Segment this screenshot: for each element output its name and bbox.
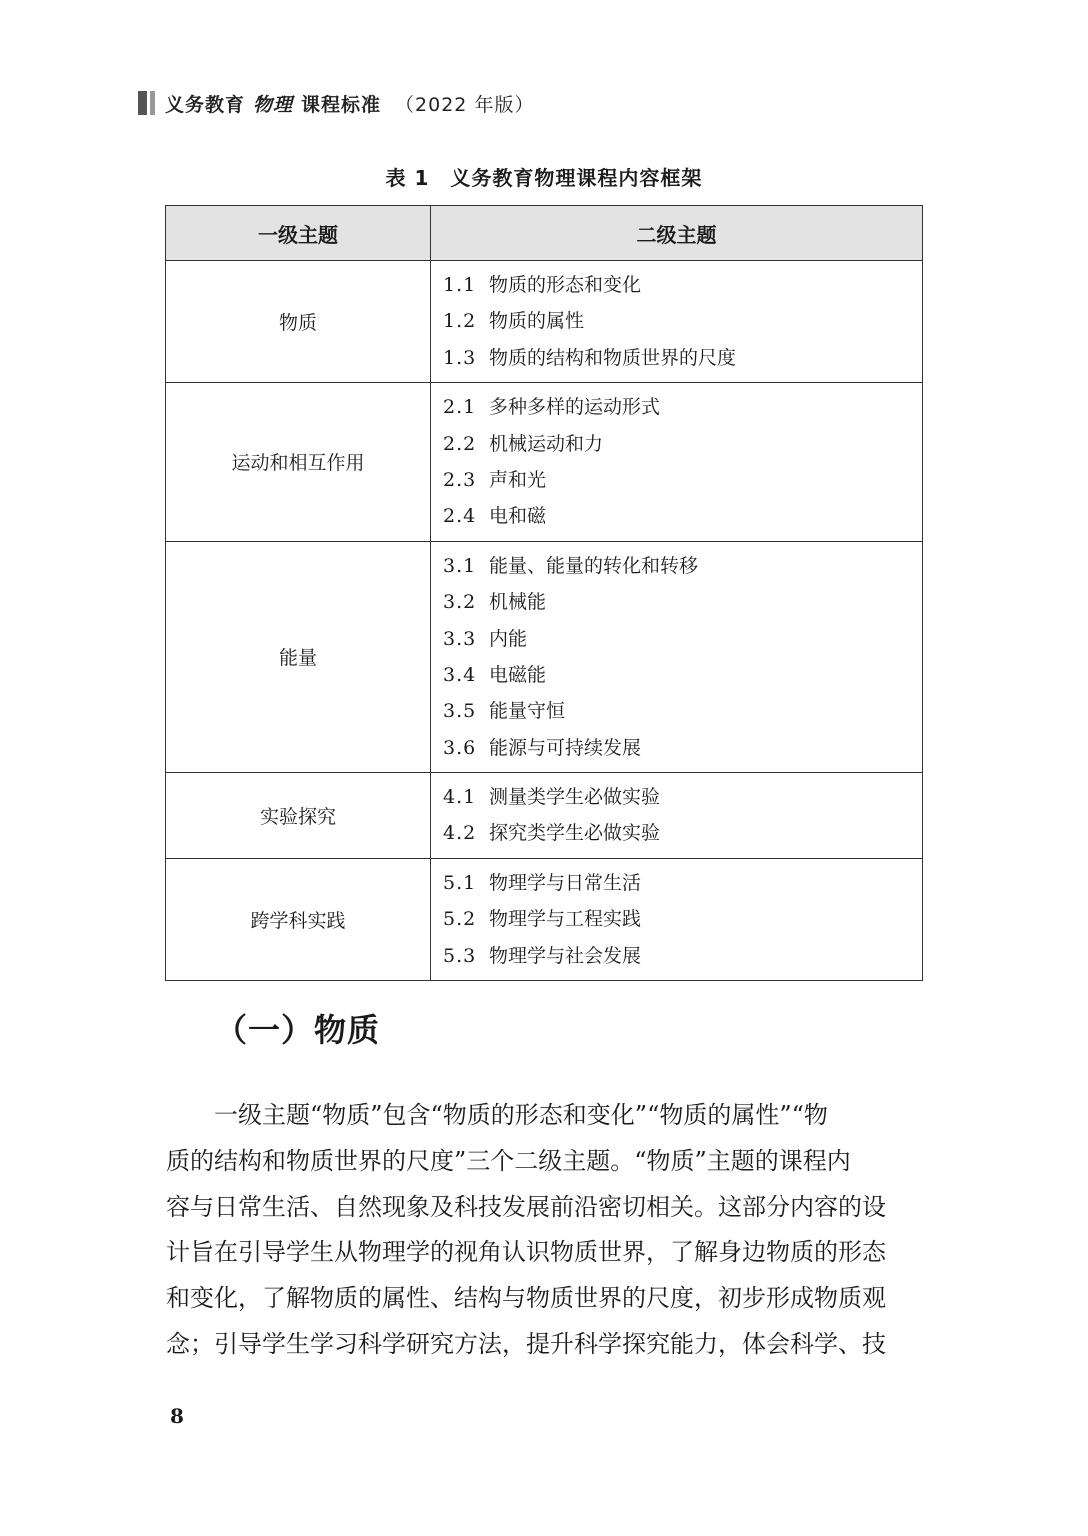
topic-label: 物理学与社会发展 [489,944,642,967]
topic-code: 5.2 [443,908,477,931]
topic-label: 物质的形态和变化 [489,274,642,296]
topic-label: 物理学与日常生活 [489,871,642,894]
topic-label: 电磁能 [489,663,547,686]
page-number: 8 [170,1404,184,1428]
table-caption: 表 1 义务教育物理课程内容框架 [385,166,703,190]
paragraph-line: 念；引导学生学习科学研究方法，提升科学探究能力，体会科学、技 [166,1329,886,1358]
primary-topic-cell: 运动和相互作用 [166,383,431,542]
secondary-topic-cell [431,773,923,859]
topic-code: 4.2 [443,822,477,845]
table-row [166,383,923,542]
secondary-topic-cell [431,541,923,772]
secondary-topic-item [443,779,922,815]
primary-topic-cell: 跨学科实践 [166,858,431,980]
table-row [166,261,923,383]
header-title [165,90,534,117]
running-header [138,88,534,118]
topic-label: 物质的结构和物质世界的尺度 [489,346,737,369]
secondary-topic-item [443,938,922,974]
topic-code: 2.2 [443,432,477,455]
table-row [166,773,923,859]
table-body [166,261,923,981]
secondary-topic-item [443,303,922,339]
header-prefix: 义务教育 [165,93,246,116]
secondary-topic-cell [431,858,923,980]
topic-code: 2.1 [443,396,477,419]
table-row [166,541,923,772]
secondary-topic-item [443,657,922,693]
table-row [166,858,923,980]
secondary-topic-item [443,462,922,498]
topic-code: 5.1 [443,871,477,894]
secondary-topic-item [443,693,922,729]
secondary-topic-item [443,730,922,766]
header-bar-icon [138,91,155,115]
primary-topic-cell: 实验探究 [166,773,431,859]
secondary-topic-item [443,340,922,376]
topic-code: 3.1 [443,554,477,577]
secondary-topic-cell [431,383,923,542]
secondary-topic-item [443,621,922,657]
topic-code: 3.5 [443,700,477,723]
topic-code: 2.4 [443,505,477,528]
secondary-topic-item [443,548,922,584]
primary-topic-cell: 能量 [166,541,431,772]
header-subject: 物理 [253,93,294,116]
topic-code: 4.1 [443,786,477,809]
topic-label: 测量类学生必做实验 [489,786,661,809]
topic-code: 1.1 [443,274,477,296]
secondary-topic-item [443,901,922,937]
header-edition: （2022 年版） [395,93,535,116]
topic-label: 能量、能量的转化和转移 [489,554,699,577]
section-heading: （一）物质 [215,1011,381,1049]
topic-code: 1.3 [443,346,477,369]
topic-code: 3.3 [443,627,477,650]
topic-label: 多种多样的运动形式 [489,396,661,419]
topic-code: 3.6 [443,736,477,759]
topic-label: 内能 [489,627,528,650]
topic-label: 机械运动和力 [489,432,604,455]
primary-topic-cell: 物质 [166,261,431,383]
paragraph-line: 和变化，了解物质的属性、结构与物质世界的尺度，初步形成物质观 [166,1284,886,1313]
topic-label: 物理学与工程实践 [489,908,642,931]
topic-label: 能源与可持续发展 [489,736,642,759]
secondary-topic-item [443,426,922,462]
curriculum-framework-table [165,205,923,981]
secondary-topic-item [443,815,922,851]
topic-code: 5.3 [443,944,477,967]
topic-label: 物质的属性 [489,310,585,333]
header-suffix: 课程标准 [301,93,382,116]
secondary-topic-item [443,865,922,901]
header-bar-dark [138,91,147,115]
topic-label: 机械能 [489,591,547,614]
secondary-topic-cell [431,261,923,383]
secondary-topic-item [443,389,922,425]
paragraph-line: 质的结构和物质世界的尺度”三个二级主题。“物质”主题的课程内 [166,1146,851,1175]
section-body [166,1093,926,1368]
topic-label: 电和磁 [489,505,547,528]
topic-code: 3.4 [443,663,477,686]
column-header-secondary: 二级主题 [431,206,923,261]
topic-label: 探究类学生必做实验 [489,822,661,845]
topic-label: 能量守恒 [489,700,566,723]
topic-label: 声和光 [489,468,547,491]
table-header-row [166,206,923,261]
topic-code: 2.3 [443,468,477,491]
topic-code: 3.2 [443,591,477,614]
paragraph-line: 计旨在引导学生从物理学的视角认识物质世界，了解身边物质的形态 [166,1238,886,1267]
secondary-topic-item [443,267,922,303]
paragraph-line: 一级主题“物质”包含“物质的形态和变化”“物质的属性”“物 [166,1101,828,1129]
topic-code: 1.2 [443,310,477,333]
secondary-topic-item [443,498,922,534]
column-header-primary: 一级主题 [166,206,431,261]
paragraph-line: 容与日常生活、自然现象及科技发展前沿密切相关。这部分内容的设 [166,1192,886,1221]
secondary-topic-item [443,584,922,620]
header-bar-light [150,91,155,115]
